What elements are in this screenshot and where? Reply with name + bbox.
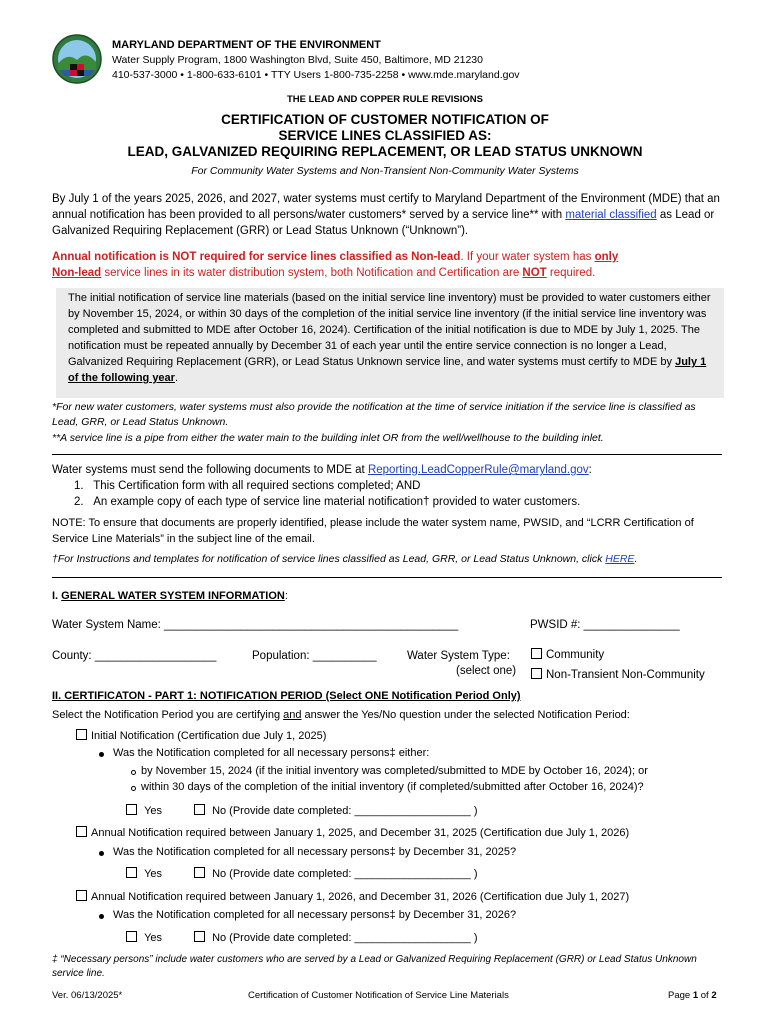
- footer-title: Certification of Customer Notification of Service Line Materials: [248, 990, 509, 1001]
- pwsid-field[interactable]: PWSID #: _______________: [530, 619, 680, 631]
- page-of: of: [698, 990, 712, 1001]
- divider: [52, 454, 722, 455]
- annual-2025-checkbox[interactable]: [76, 826, 87, 837]
- item-1-text: This Certification form with all required sections completed; AND: [93, 480, 421, 492]
- initial-no[interactable]: [194, 804, 477, 819]
- community-checkbox[interactable]: [531, 648, 542, 659]
- annual-2026-no-checkbox[interactable]: [194, 931, 205, 942]
- warning-text-1: . If your water system has: [460, 251, 595, 263]
- instr-and: and: [283, 709, 302, 721]
- initial-no-checkbox[interactable]: [194, 804, 205, 815]
- email-link[interactable]: Reporting.LeadCopperRule@maryland.gov: [367, 464, 589, 476]
- rule-title: THE LEAD AND COPPER RULE REVISIONS: [286, 94, 483, 105]
- circle-bullet-icon: [131, 786, 136, 791]
- warning-only: only: [594, 251, 619, 263]
- warning-not: NOT: [522, 267, 547, 279]
- county-field[interactable]: County: ___________________: [52, 650, 217, 662]
- submit-note: NOTE: To ensure that documents are properly identified, please include the water system name, PWSID, and “LCRR Certification of Service Line Materials” in the subject line of the email.: [52, 517, 694, 545]
- header-block: [112, 38, 520, 83]
- footer-page: [668, 990, 717, 1001]
- initial-notification-text: [68, 290, 718, 386]
- divider-2: [52, 577, 722, 578]
- box-end: .: [174, 372, 179, 384]
- yes-label: Yes: [144, 868, 163, 880]
- annual-2026-yes[interactable]: [126, 931, 162, 946]
- item-2-number: 2.: [74, 496, 84, 508]
- page-number: 1: [692, 990, 699, 1001]
- warning-bold: Annual notification is NOT required for service lines classified as Non-lead: [52, 251, 461, 263]
- community-label: Community: [546, 649, 605, 661]
- initial-notification-checkbox[interactable]: [76, 729, 87, 740]
- yes-label: Yes: [144, 805, 163, 817]
- dagger-text: †For Instructions and templates for notification of service lines classified as Lead, GRR, or Lead Status Unknown, click: [52, 553, 606, 565]
- option-community[interactable]: [531, 648, 604, 663]
- agency-contact: 410-537-3000 • 1-800-633-6101 • TTY Users 1-800-735-2258 • www.mde.maryland.gov: [112, 69, 520, 81]
- bullet-icon: [99, 752, 104, 757]
- annual-2025-no[interactable]: [194, 867, 477, 882]
- system-type-label: Water System Type:: [407, 650, 510, 662]
- mde-seal-icon: [52, 34, 102, 84]
- no-label: No (Provide date completed: ___________________ ): [212, 805, 478, 817]
- agency-name: MARYLAND DEPARTMENT OF THE ENVIRONMENT: [112, 39, 381, 51]
- annual-2026-yes-checkbox[interactable]: [126, 931, 137, 942]
- intro-text-1: By July 1 of the years 2025, 2026, and 2027, water systems must certify to Maryland Department of the Environment (MDE) that an annual notification has been provided to all persons/water customers* served by a service line** with: [52, 193, 720, 221]
- document-subtitle: For Community Water Systems and Non-Transient Non-Community Water Systems: [191, 165, 579, 177]
- warning-nonlead: Non-lead: [52, 267, 102, 279]
- dagger-note: [52, 552, 722, 567]
- page-total: 2: [711, 990, 717, 1001]
- section-1-colon: :: [284, 590, 288, 602]
- initial-yes-checkbox[interactable]: [126, 804, 137, 815]
- annual-2025-yes-checkbox[interactable]: [126, 867, 137, 878]
- title-line-1: CERTIFICATION OF CUSTOMER NOTIFICATION OF: [221, 112, 549, 127]
- box-bold: July 1 of the following year: [68, 356, 707, 384]
- submit-lead-text: Water systems must send the following documents to MDE at: [52, 464, 368, 476]
- initial-option-1: by November 15, 2024 (if the initial inventory was completed/submitted to MDE by October 16, 2024); or: [141, 765, 648, 777]
- initial-yes[interactable]: [126, 804, 162, 819]
- title-line-2: SERVICE LINES CLASSIFIED AS:: [278, 128, 492, 143]
- initial-notification-option[interactable]: [76, 729, 326, 744]
- annual-2025-question: Was the Notification completed for all necessary persons‡ by December 31, 2025?: [113, 846, 517, 858]
- submit-item-1: [74, 479, 420, 494]
- water-system-name-field[interactable]: Water System Name: ______________________________________________: [52, 619, 459, 631]
- necessary-persons-note: ‡ “Necessary persons” include water customers who are served by a Lead or Galvanized Requiring Replacement (GRR) or Lead Status Unknown service line.: [52, 954, 697, 979]
- section-2-heading: II. CERTIFICATON - PART 1: NOTIFICATION PERIOD (Select ONE Notification Period Only): [52, 690, 521, 702]
- initial-question: Was the Notification completed for all necessary persons‡ either:: [113, 747, 430, 759]
- submit-colon: :: [588, 464, 592, 476]
- instr-text-2: answer the Yes/No question under the selected Notification Period:: [301, 709, 630, 721]
- initial-notification-label: Initial Notification (Certification due July 1, 2025): [91, 730, 327, 742]
- here-link[interactable]: HERE: [605, 553, 635, 565]
- submit-item-2: [74, 495, 580, 510]
- bullet-icon: [99, 851, 104, 856]
- annual-2026-option[interactable]: [76, 890, 629, 905]
- select-one-label: (select one): [456, 665, 517, 677]
- instr-text-1: Select the Notification Period you are certifying: [52, 709, 284, 721]
- annual-2025-label: Annual Notification required between January 1, 2025, and December 31, 2025 (Certification due July 1, 2026): [91, 827, 630, 839]
- annual-2025-yes[interactable]: [126, 867, 162, 882]
- footnote-new-customers: *For new water customers, water systems must also provide the notification at the time of service initiation if the service line is classified as Lead, GRR, or Lead Status Unknown.: [52, 401, 696, 428]
- item-1-number: 1.: [74, 480, 84, 492]
- ntnc-label: Non-Transient Non-Community: [546, 669, 705, 681]
- page-word: Page: [668, 990, 693, 1001]
- annual-2026-checkbox[interactable]: [76, 890, 87, 901]
- agency-address: Water Supply Program, 1800 Washington Blvd, Suite 450, Baltimore, MD 21230: [112, 54, 483, 66]
- yes-label: Yes: [144, 932, 163, 944]
- annual-2025-option[interactable]: [76, 826, 629, 841]
- material-classified-link[interactable]: material classified: [565, 209, 657, 221]
- no-label: No (Provide date completed: ___________________ ): [212, 868, 478, 880]
- warning-text-2: service lines in its water distribution system, both Notification and Certification are: [101, 267, 523, 279]
- warning-text-3: required.: [546, 267, 596, 279]
- intro-paragraph: [52, 191, 722, 239]
- footnote-service-line: **A service line is a pipe from either the water main to the building inlet OR from the well/wellhouse to the building inlet.: [52, 432, 604, 444]
- intro-text-2: as Lead or Galvanized Requiring Replacement (GRR) or Lead Status Unknown (“Unknown”).: [52, 209, 715, 237]
- document-title: [0, 112, 770, 160]
- initial-option-2: within 30 days of the completion of the initial inventory (if completed/submitted after October 16, 2024)?: [141, 781, 644, 793]
- footer-version: Ver. 06/13/2025*: [52, 990, 123, 1001]
- section-1-title: GENERAL WATER SYSTEM INFORMATION: [61, 590, 285, 602]
- annual-2026-label: Annual Notification required between January 1, 2026, and December 31, 2026 (Certification due July 1, 2027): [91, 891, 630, 903]
- item-2-text: An example copy of each type of service line material notification† provided to water customers.: [93, 496, 581, 508]
- annual-2026-no[interactable]: [194, 931, 477, 946]
- circle-bullet-icon: [131, 770, 136, 775]
- option-ntnc[interactable]: [531, 668, 705, 683]
- box-text: The initial notification of service line materials (based on the initial service line inventory) must be provided to water customers either by November 15, 2024, or within 30 days of the completion of the initial service line inventory (if the initial service line inventory was completed and submitted to MDE after October 16, 2024). Certification of the initial notification is due to MDE by July 1, 2025. The notification must be repeated annually by December 31 of each year until the entire service connection is no longer a Lead, Galvanized Requiring Replacement (GRR), or Lead Status Unknown service line, and water systems must certify to MDE by: [68, 292, 711, 368]
- title-line-3: LEAD, GALVANIZED REQUIRING REPLACEMENT, OR LEAD STATUS UNKNOWN: [127, 144, 643, 159]
- annual-2025-no-checkbox[interactable]: [194, 867, 205, 878]
- section-1-num: I.: [52, 590, 62, 602]
- warning-paragraph: [52, 249, 722, 281]
- dagger-end: .: [634, 553, 638, 565]
- bullet-icon: [99, 914, 104, 919]
- ntnc-checkbox[interactable]: [531, 668, 542, 679]
- population-field[interactable]: Population: __________: [252, 650, 377, 662]
- annual-2026-question: Was the Notification completed for all necessary persons‡ by December 31, 2026?: [113, 909, 517, 921]
- section-1-heading: [52, 589, 288, 604]
- no-label: No (Provide date completed: ___________________ ): [212, 932, 478, 944]
- submit-lead: [52, 463, 592, 478]
- section-2-instructions: [52, 708, 630, 723]
